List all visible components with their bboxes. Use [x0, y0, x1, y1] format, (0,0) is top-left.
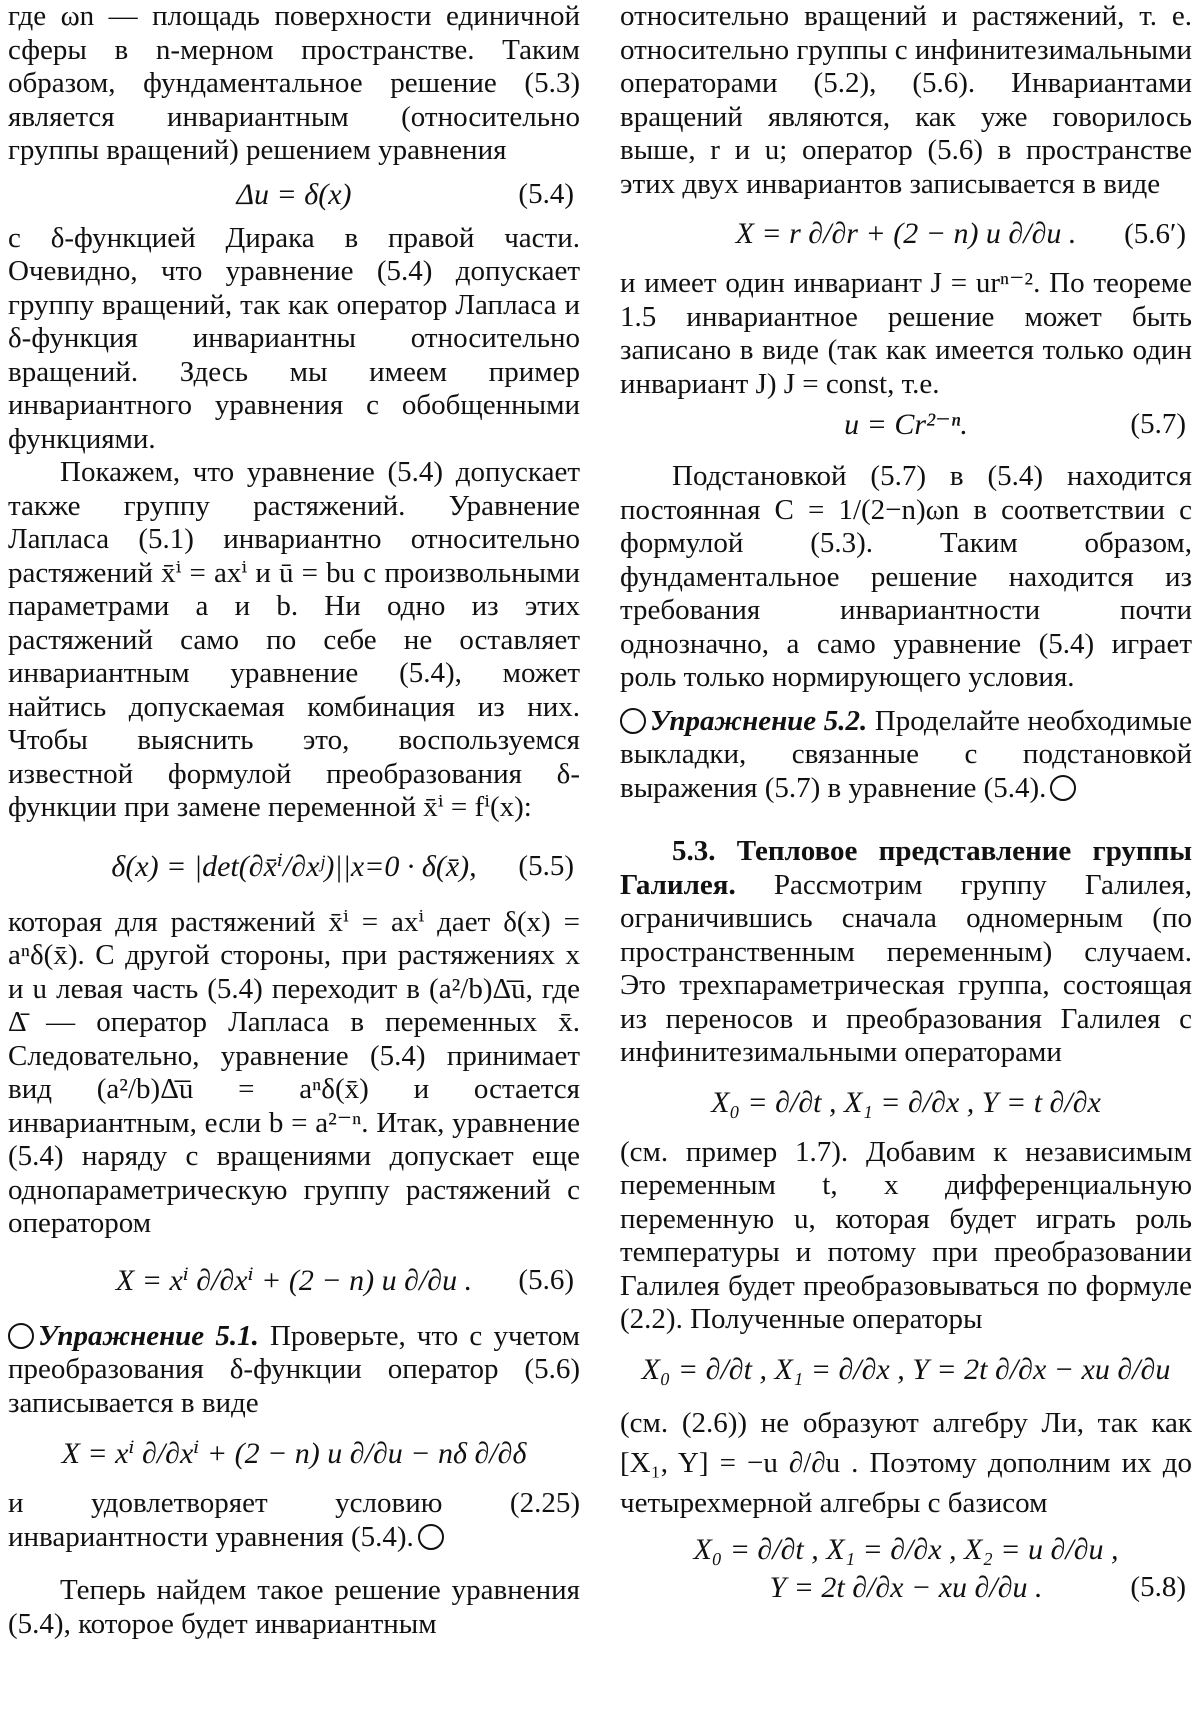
- equation-number: (5.7): [1130, 408, 1186, 441]
- equation-number: (5.5): [518, 850, 574, 883]
- equation-5-5: [8, 849, 580, 884]
- equation-5-6: [8, 1263, 580, 1298]
- section-heading: 5.3. Тепловое представление группы Галилея.: [620, 835, 1192, 901]
- equation-body: Δu = δ(x): [236, 178, 351, 212]
- exercise-end-circle-icon: [418, 1524, 444, 1550]
- paragraph: (см. (2.6)) не образуют алгебру Ли, так как [X₁, Y] = −u ∂/∂u . Поэтому дополним их до четырехмерной алгебры с базисом: [620, 1403, 1192, 1523]
- paragraph: относительно вращений и растяжений, т. е. относительно группы с инфинитезимальными операторами (5.2), (5.6). Инвариантами вращений являются, как уже говорилось выше, r и u; оператор (5.6) в пространстве этих двух инвариантов записывается в виде: [620, 0, 1192, 201]
- equation-body: u = Cr²⁻ⁿ.: [844, 407, 968, 442]
- equation-number: (5.4): [518, 178, 574, 211]
- paragraph: Подстановкой (5.7) в (5.4) находится постоянная C = 1/(2−n)ωn в соответствии с формулой (5.3). Таким образом, фундаментальное решение находится из требования инвариантности почти однозначно, а само уравнение (5.4) играет роль только нормирующего условия.: [620, 460, 1192, 695]
- exercise-heading: Упражнение 5.1.: [38, 1320, 259, 1352]
- section-5-3: [620, 835, 1192, 1070]
- equation-5-8-line2: [620, 1571, 1192, 1605]
- exercise-end-circle-icon: [1050, 775, 1076, 801]
- equation-5-8-line1: [620, 1533, 1192, 1567]
- paragraph: Покажем, что уравнение (5.4) допускает также группу растяжений. Уравнение Лапласа (5.1) инвариантно относительно растяжений x̄ⁱ = axⁱ и ū = bu с произвольными параметрами a и b. Ни одно из этих растяжений само по себе не оставляет инвариантным уравнение (5.4), может найтись допускаемая комбинация из них. Чтобы выяснить это, воспользуемся известной формулой преобразования δ-функции при замене переменной x̄ⁱ = fⁱ(x):: [8, 456, 580, 825]
- equation-body: X = r ∂/∂r + (2 − n) u ∂/∂u .: [736, 217, 1077, 251]
- right-column: [620, 0, 1192, 1605]
- paragraph: которая для растяжений x̄ⁱ = axⁱ дает δ(x) = aⁿδ(x̄). С другой стороны, при растяжениях x и u левая часть (5.4) переходит в (a²/b)Δ̄ū, где Δ̄ — оператор Лапласа в переменных x̄. Следовательно, уравнение (5.4) принимает вид (a²/b)Δ̄ū = aⁿδ(x̄) и остается инвариантным, если b = a²⁻ⁿ. Итак, уравнение (5.4) наряду с вращениями допускает еще однопараметрическую группу растяжений с оператором: [8, 906, 580, 1241]
- equation-5-4: [8, 178, 580, 212]
- equation-exercise-5-1: [8, 1436, 580, 1471]
- paragraph: (см. пример 1.7). Добавим к независимым переменным t, x дифференциальную переменную u, которая будет играть роль температуры и потому при преобразовании Галилея будет преобразовываться по формуле (2.2). Полученные операторы: [620, 1136, 1192, 1337]
- equation-galilei-operators: [620, 1086, 1192, 1120]
- paragraph: и имеет один инвариант J = urⁿ⁻². По теореме 1.5 инвариантное решение может быть записано в виде (так как имеется только один инвариант J) J = const, т.е.: [620, 267, 1192, 401]
- section-text: Рассмотрим группу Галилея, ограничившись сначала одномерным (по пространственным переменным) случаем. Это трехпараметрическая группа, состоящая из переносов и преобразования Галилея с инфинитезимальными операторами: [620, 869, 1192, 1069]
- equation-5-7: [620, 407, 1192, 442]
- exercise-text: Проделайте необходимые выкладки, связанные с подстановкой выражения (5.7) в уравнение (5.4).: [620, 705, 1192, 804]
- equation-body: Y = 2t ∂/∂x − xu ∂/∂u .: [769, 1571, 1042, 1605]
- exercise-heading: Упражнение 5.2.: [650, 705, 867, 737]
- equation-body: X = xⁱ ∂/∂xⁱ + (2 − n) u ∂/∂u .: [116, 1263, 472, 1298]
- paragraph: с δ-функцией Дирака в правой части. Очевидно, что уравнение (5.4) допускает группу вращений, так как оператор Лапласа и δ-функция инвариантны относительно вращений. Здесь мы имеем пример инвариантного уравнения с обобщенными функциями.: [8, 222, 580, 457]
- equation-heat-operators: [620, 1353, 1192, 1387]
- equation-body: X₀ = ∂/∂t , X₁ = ∂/∂x , Y = 2t ∂/∂x − xu ∂/∂u: [642, 1353, 1171, 1387]
- exercise-start-circle-icon: [8, 1323, 34, 1349]
- equation-number: (5.6′): [1124, 218, 1186, 251]
- left-column: [8, 0, 580, 1641]
- paragraph: [8, 1487, 580, 1554]
- exercise-5-2: [620, 705, 1192, 806]
- spacer: [620, 695, 1192, 705]
- paragraph: где ωn — площадь поверхности единичной сферы в n-мерном пространстве. Таким образом, фундаментальное решение (5.3) является инвариантным (относительно группы вращений) решением уравнения: [8, 0, 580, 168]
- equation-5-6-prime: [620, 217, 1192, 251]
- paragraph-text: и удовлетворяет условию (2.25) инвариантности уравнения (5.4).: [8, 1487, 580, 1553]
- equation-body: X₀ = ∂/∂t , X₁ = ∂/∂x , Y = t ∂/∂x: [711, 1086, 1101, 1120]
- equation-body: X₀ = ∂/∂t , X₁ = ∂/∂x , X₂ = u ∂/∂u ,: [693, 1533, 1118, 1567]
- equation-body: δ(x) = |det(∂x̄ⁱ/∂xʲ)||x=0 · δ(x̄),: [111, 849, 476, 884]
- exercise-start-circle-icon: [620, 708, 646, 734]
- spacer: [8, 1554, 580, 1574]
- equation-body: X = xⁱ ∂/∂xⁱ + (2 − n) u ∂/∂u − nδ ∂/∂δ: [62, 1436, 527, 1471]
- paragraph: Теперь найдем такое решение уравнения (5.4), которое будет инвариантным: [8, 1574, 580, 1641]
- equation-number: (5.8): [1130, 1571, 1186, 1604]
- exercise-text: Проверьте, что с учетом преобразования δ-функции оператор (5.6) записывается в виде: [8, 1320, 580, 1419]
- spacer: [620, 805, 1192, 835]
- exercise-5-1: [8, 1320, 580, 1421]
- equation-number: (5.6): [518, 1264, 574, 1297]
